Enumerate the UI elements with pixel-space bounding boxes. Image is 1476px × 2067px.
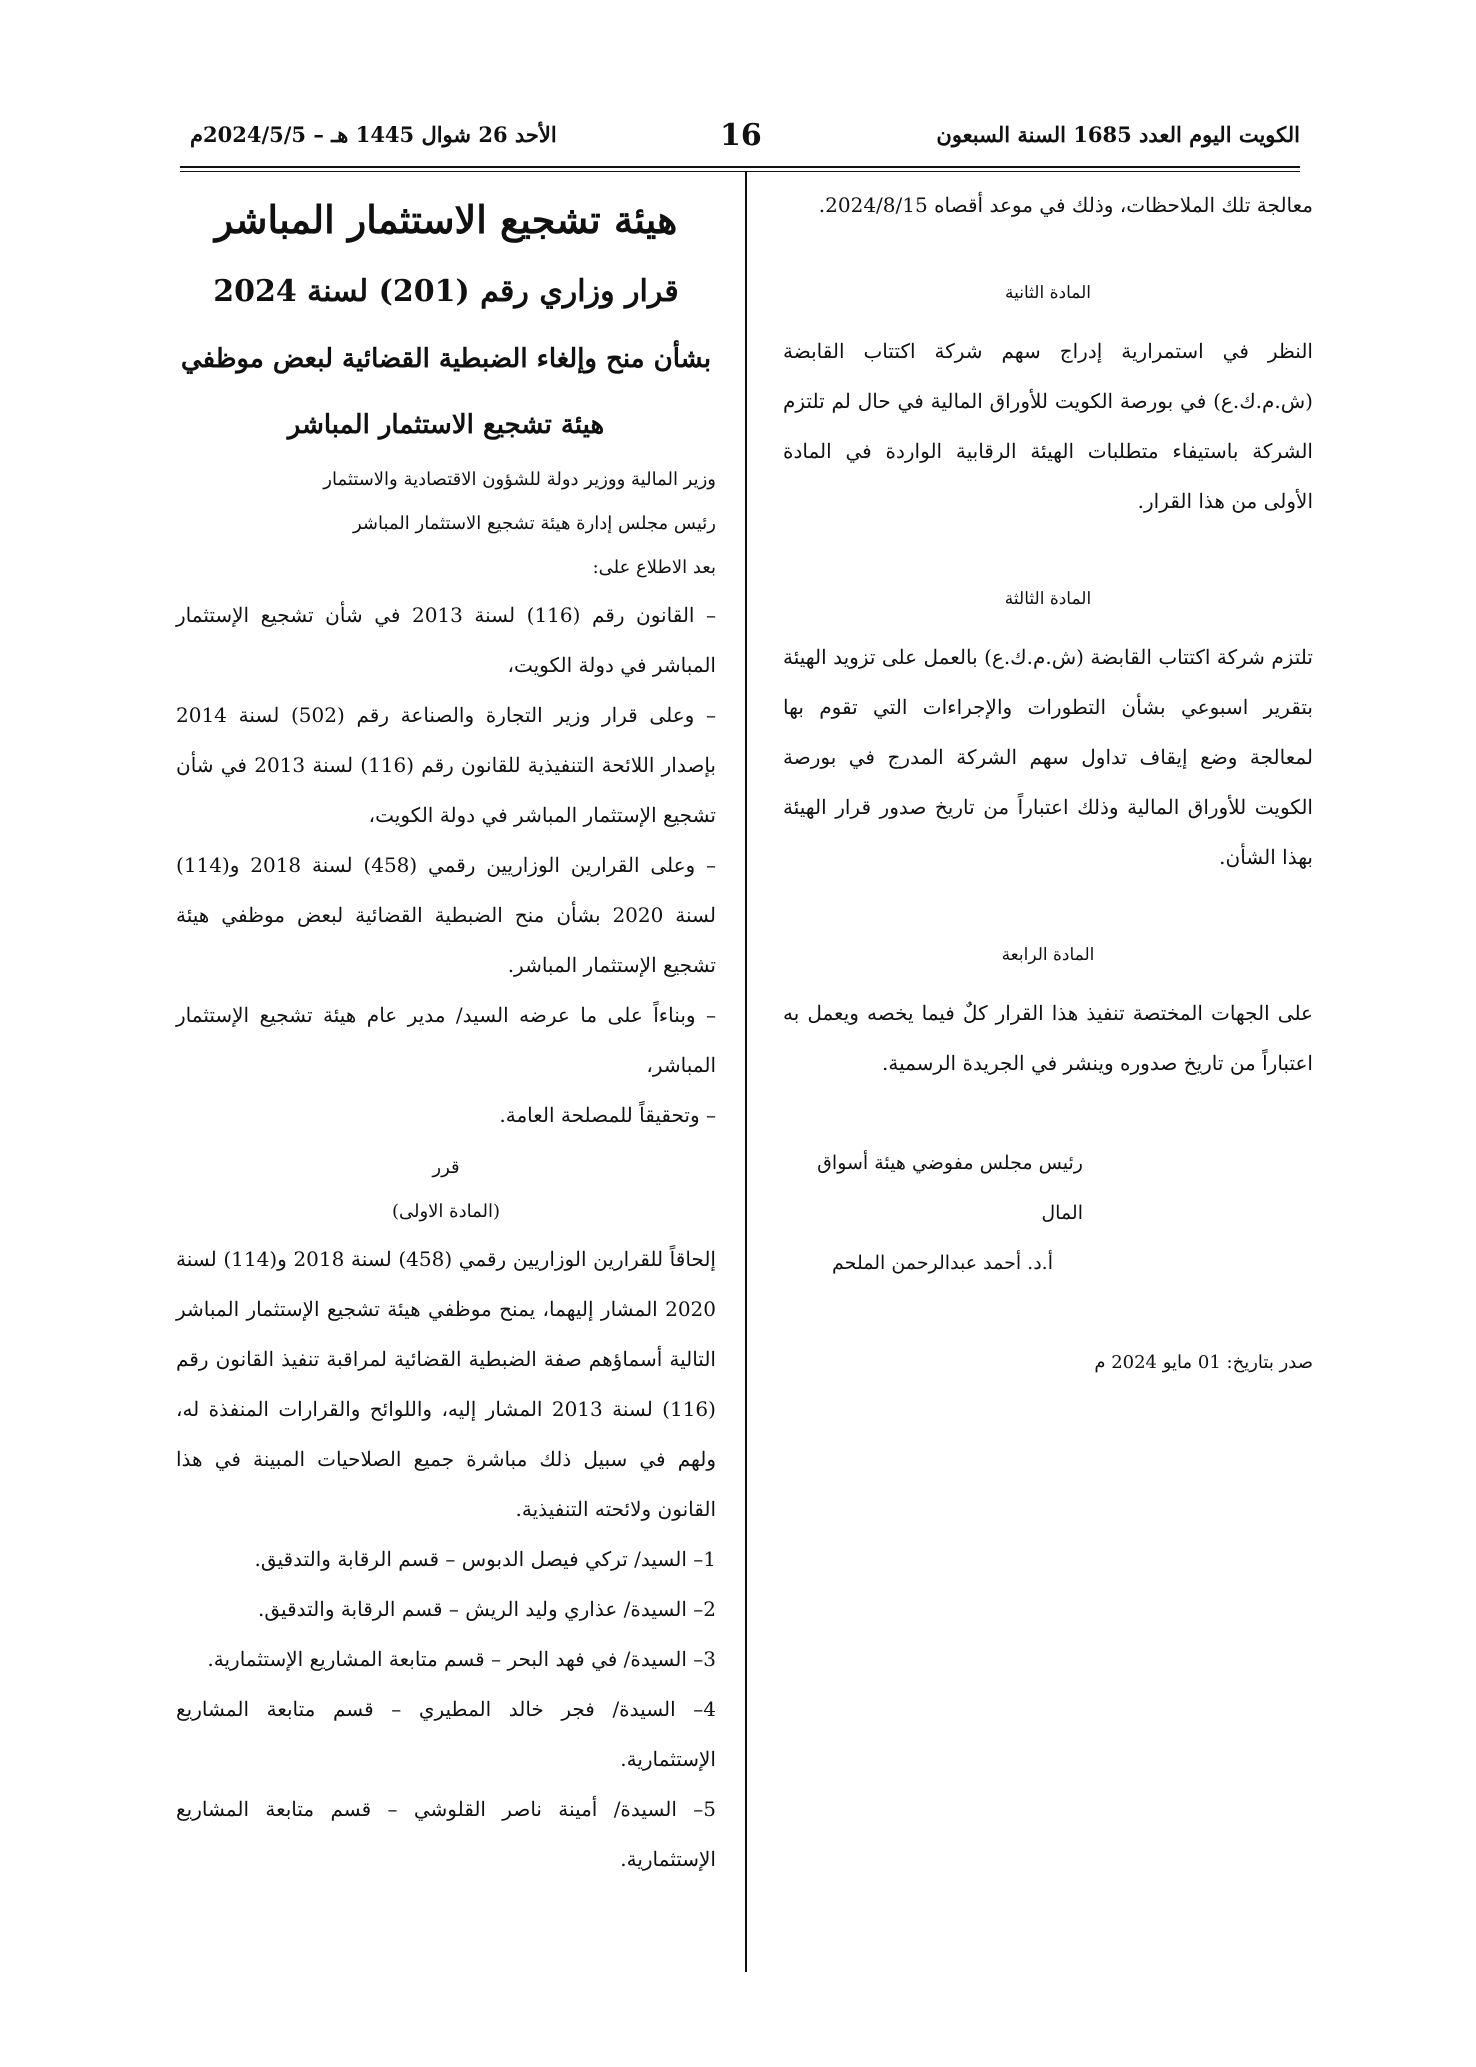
recital: – وبناءاً على ما عرضه السيد/ مدير عام هيئة تشجيع الإستثمار المباشر،	[176, 1003, 716, 1077]
issuer-line: رئيس مجلس إدارة هيئة تشجيع الاستثمار المباشر	[352, 513, 716, 534]
list-item: 4– السيدة/ فجر خالد المطيري – قسم متابعة المشاريع الإستثمارية.	[176, 1697, 716, 1771]
decision-subject: بشأن منح وإلغاء الضبطية القضائية لبعض موظفي	[180, 344, 712, 374]
article-heading: المادة الثالثة	[1004, 589, 1092, 609]
article-body: على الجهات المختصة تنفيذ هذا القرار كلٌ فيما يخصه ويعمل به اعتباراً من تاريخ صدوره وينشر في الجريدة الرسمية.	[783, 1001, 1313, 1075]
article-heading: المادة الثانية	[1005, 283, 1091, 303]
decision-title: قرار وزاري رقم (201) لسنة 2024	[213, 274, 679, 309]
decision-subject: هيئة تشجيع الاستثمار المباشر	[287, 410, 605, 440]
preamble-line: بعد الاطلاع على:	[592, 557, 716, 578]
recital: – القانون رقم (116) لسنة 2013 في شأن تشجيع الإستثمار المباشر في دولة الكويت،	[176, 603, 716, 677]
signatory-title: رئيس مجلس مفوضي هيئة أسواق المال	[817, 1152, 1083, 1224]
article-body: تلتزم شركة اكتتاب القابضة (ش.م.ك.ع) بالعمل على تزويد الهيئة بتقرير اسبوعي بشأن التطورات والإجراءات التي تقوم بها لمعالجة وضع إيقاف تداول سهم الشركة المدرج في بورصة الكويت للأوراق المالية وذلك اعتباراً من تاريخ صدور قرار الهيئة بهذا الشأن.	[783, 645, 1313, 869]
header-rule-thin	[180, 171, 1300, 172]
recital: – وعلى القرارين الوزاريين رقمي (458) لسنة 2018 و(114) لسنة 2020 بشأن منح الضبطية القضائية لبعض موظفي هيئة تشجيع الإستثمار المباشر.	[176, 853, 716, 977]
issuer-line: وزير المالية ووزير دولة للشؤون الاقتصادية والاستثمار	[323, 469, 716, 490]
list-item: 1– السيد/ تركي فيصل الدبوس – قسم الرقابة والتدقيق.	[254, 1547, 716, 1571]
page-header	[180, 118, 1300, 166]
authority-title: هيئة تشجيع الاستثمار المباشر	[214, 197, 678, 242]
article-body: النظر في استمرارية إدراج سهم شركة اكتتاب القابضة (ش.م.ك.ع) في بورصة الكويت للأوراق المالية في حال لم تلتزم الشركة باستيفاء متطلبات الهيئة الرقابية الواردة في المادة الأولى من هذا القرار.	[783, 339, 1313, 513]
gazette-issue: الكويت اليوم العدد 1685 السنة السبعون	[936, 122, 1300, 147]
decided-heading: قرر	[432, 1157, 460, 1178]
article-heading: المادة الرابعة	[1001, 945, 1095, 965]
list-item: 2– السيدة/ عذاري وليد الريش – قسم الرقابة والتدقيق.	[258, 1597, 716, 1621]
list-item: 3– السيدة/ في فهد البحر – قسم متابعة المشاريع الإستثمارية.	[207, 1647, 716, 1671]
header-rule	[180, 166, 1300, 168]
signatory-name: أ.د. أحمد عبدالرحمن الملحم	[832, 1252, 1053, 1274]
issue-date: الأحد 26 شوال 1445 هـ – 2024/5/5م	[190, 122, 557, 147]
article-heading: (المادة الاولى)	[391, 1201, 501, 1222]
right-column	[783, 180, 1313, 1388]
recital: – وعلى قرار وزير التجارة والصناعة رقم (502) لسنة 2014 بإصدار اللائحة التنفيذية للقانون رقم (116) لسنة 2013 في شأن تشجيع الإستثمار المباشر في دولة الكويت،	[176, 703, 716, 827]
recital: – وتحقيقاً للمصلحة العامة.	[499, 1103, 716, 1127]
issue-date-line: صدر بتاريخ: 01 مايو 2024 م	[1094, 1352, 1313, 1373]
continuation-text: معالجة تلك الملاحظات، وذلك في موعد أقصاه 2024/8/15.	[818, 193, 1313, 217]
page-number: 16	[720, 118, 762, 153]
list-item: 5– السيدة/ أمينة ناصر القلوشي – قسم متابعة المشاريع الإستثمارية.	[176, 1797, 716, 1871]
left-column	[176, 180, 716, 1884]
column-divider	[745, 172, 747, 1972]
article-body: إلحاقاً للقرارين الوزاريين رقمي (458) لسنة 2018 و(114) لسنة 2020 المشار إليهما، يمنح موظفي هيئة تشجيع الإستثمار المباشر التالية أسماؤهم صفة الضبطية القضائية لمراقبة تنفيذ القانون رقم (116) لسنة 2013 المشار إليه، واللوائح والقرارات المنفذة له، ولهم في سبيل ذلك مباشرة جميع الصلاحيات المبينة في هذا القانون ولائحته التنفيذية.	[176, 1247, 716, 1521]
